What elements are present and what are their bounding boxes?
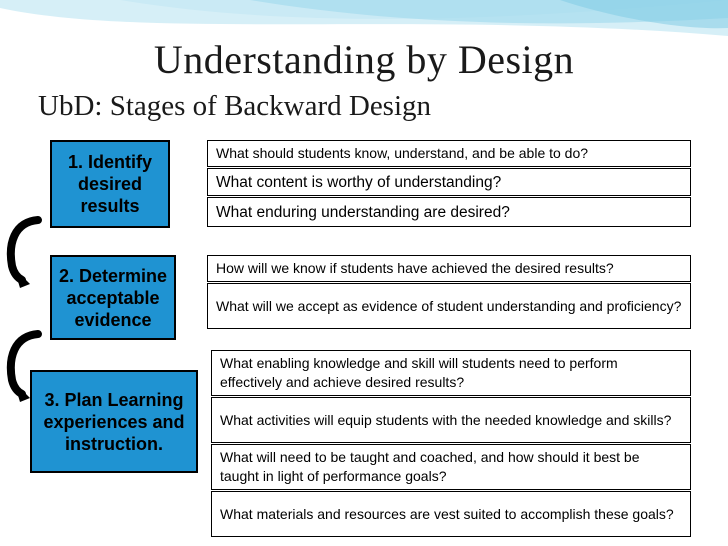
stage-1-question: What should students know, understand, and be able to do? — [207, 140, 691, 167]
stage-2-box — [50, 255, 176, 340]
stage-3-question: What activities will equip students with the needed knowledge and skills? — [211, 397, 691, 443]
stage-2-label: 2. Determine acceptable evidence — [58, 265, 168, 330]
stage-2-question: What will we accept as evidence of student understanding and proficiency? — [207, 283, 691, 329]
stage-3-question: What will need to be taught and coached, and how should it best be taught in light of performance goals? — [211, 444, 691, 490]
page-subtitle: UbD: Stages of Backward Design — [38, 90, 432, 122]
stage-1-question: What content is worthy of understanding? — [207, 168, 691, 196]
stage-3-question: What materials and resources are vest suited to accomplish these goals? — [211, 491, 691, 537]
stage-1-question: What enduring understanding are desired? — [207, 197, 691, 227]
stage-1-box — [50, 140, 170, 228]
stage-2-question: How will we know if students have achieved the desired results? — [207, 255, 691, 282]
arrow-stage1-to-stage2 — [11, 220, 38, 288]
arrow-stage2-to-stage3 — [11, 334, 38, 402]
stage-3-label: 3. Plan Learning experiences and instruction. — [43, 389, 185, 454]
stage-1-label: 1. Identify desired results — [67, 152, 152, 216]
stage-arrows — [0, 200, 60, 420]
stage-3-question: What enabling knowledge and skill will students need to perform effectively and achieve desired results? — [211, 350, 691, 396]
page-title: Understanding by Design — [153, 37, 575, 82]
